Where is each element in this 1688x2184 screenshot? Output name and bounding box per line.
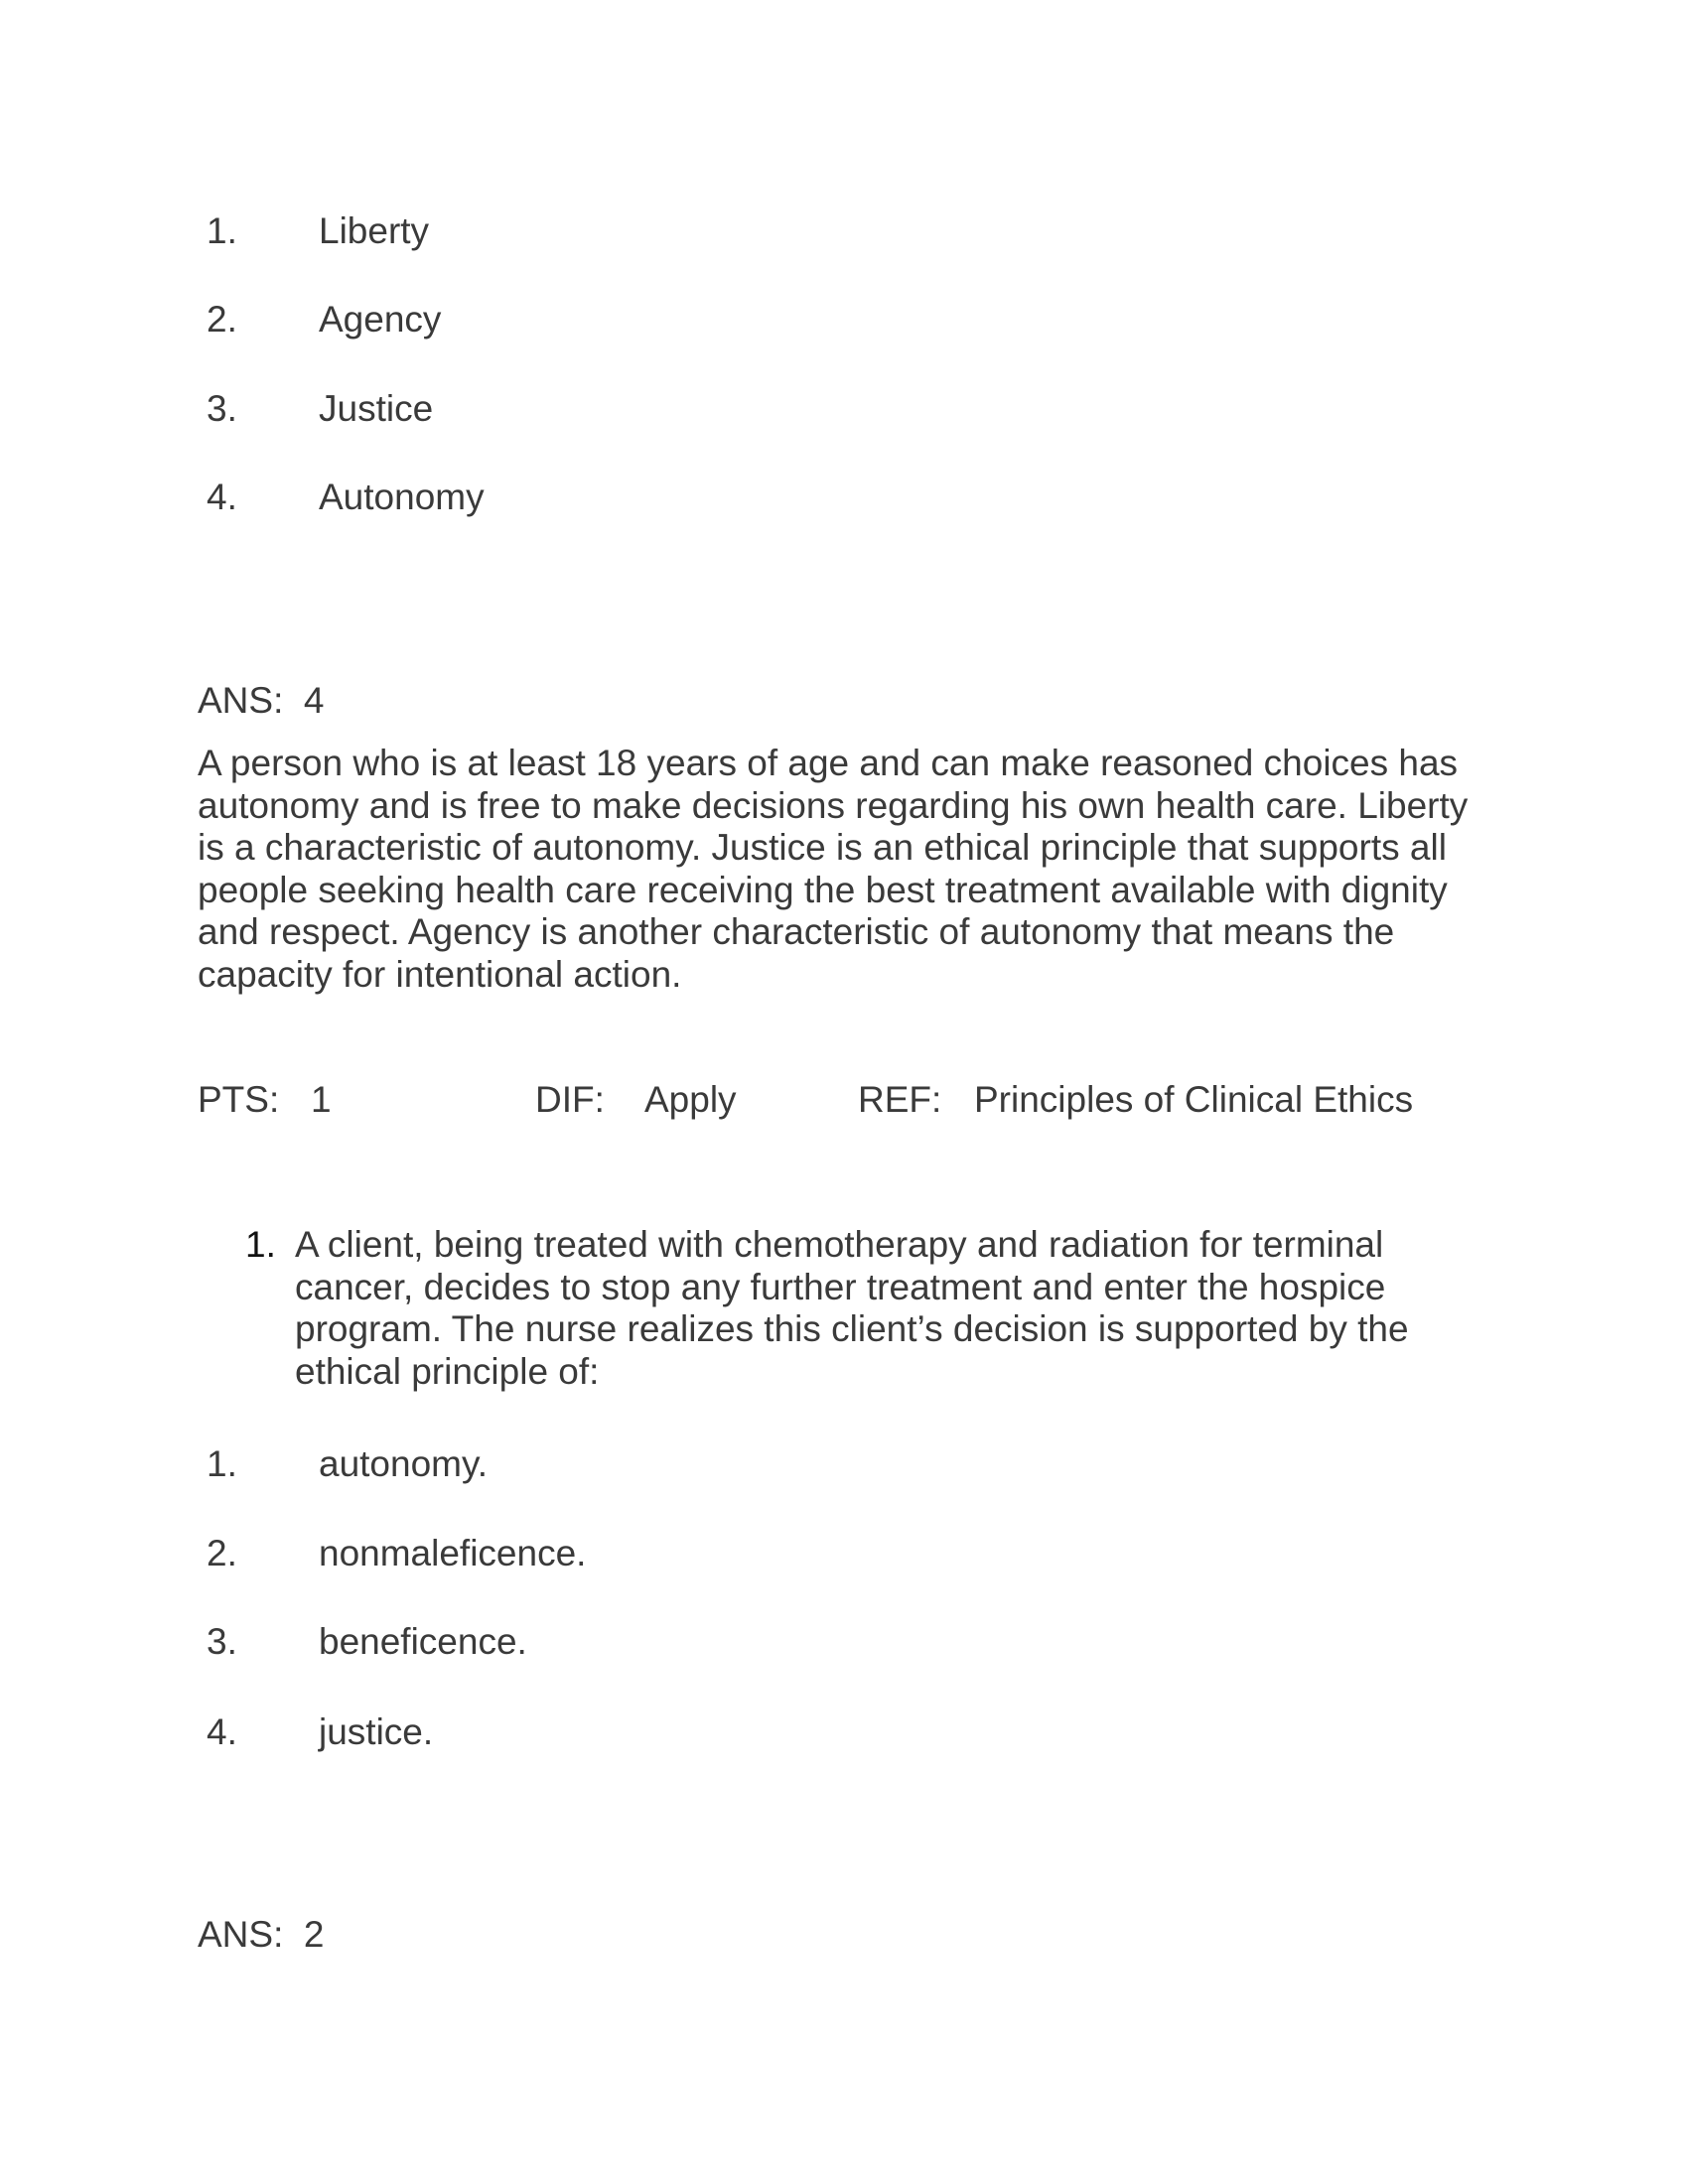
option-number: 3. xyxy=(207,388,237,429)
option-text: Justice xyxy=(319,388,434,429)
answer-key: ANS: 4 xyxy=(198,680,325,721)
option-text: Liberty xyxy=(319,210,430,251)
question-number: 1. xyxy=(245,1224,276,1265)
ref-value: Principles of Clinical Ethics xyxy=(974,1079,1414,1120)
option-number: 1. xyxy=(207,210,237,251)
dif-label: DIF: xyxy=(535,1079,605,1120)
option-number: 1. xyxy=(207,1443,237,1484)
ref-label: REF: xyxy=(858,1079,942,1120)
pts-label: PTS: xyxy=(198,1079,280,1120)
option-text: justice. xyxy=(319,1711,434,1752)
option-number: 3. xyxy=(207,1621,237,1662)
rationale-paragraph: A person who is at least 18 years of age and can make reasoned choices has autonomy and is free to make decisions regarding his own health care. Liberty is a characteristic of autonomy. Justice is an ethical principle that supports all people seeking health care receiving the best treatment available with dignity and respect. Agency is another characteristic of autonomy that means the capacity for intentional action. xyxy=(198,743,1469,995)
option-text: Autonomy xyxy=(319,477,485,517)
option-number: 4. xyxy=(207,1711,237,1752)
dif-value: Apply xyxy=(644,1079,737,1120)
option-number: 4. xyxy=(207,477,237,517)
option-text: nonmaleficence. xyxy=(319,1533,587,1573)
option-text: Agency xyxy=(319,299,442,340)
option-number: 2. xyxy=(207,299,237,340)
question-stem: A client, being treated with chemotherapy and radiation for terminal cancer, decides to stop any further treatment and enter the hospice program. The nurse realizes this client’s decision is supported by the ethical principle of: xyxy=(295,1224,1409,1392)
answer-key: ANS: 2 xyxy=(198,1914,325,1955)
option-text: beneficence. xyxy=(319,1621,527,1662)
option-number: 2. xyxy=(207,1533,237,1573)
option-text: autonomy. xyxy=(319,1443,489,1484)
pts-value: 1 xyxy=(311,1079,332,1120)
